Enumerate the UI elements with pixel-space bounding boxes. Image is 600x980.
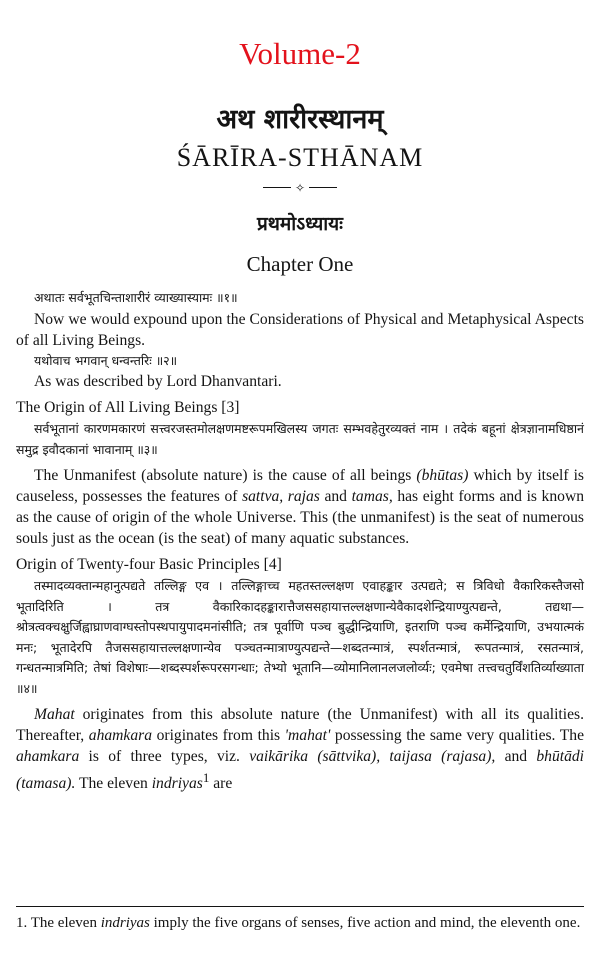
text-run: which by itself is causeless, possesses the features of <box>16 467 584 505</box>
italic-term: ahamkara <box>16 748 80 765</box>
ornament-rule-right <box>309 187 337 188</box>
italic-term: Mahat <box>34 706 75 723</box>
chapter-title-english: Chapter One <box>246 252 354 276</box>
ornament-divider <box>0 180 600 195</box>
section-heading-origin-of-beings: The Origin of All Living Beings [3] <box>16 399 240 416</box>
text-run: and <box>495 748 537 765</box>
text-run: The Unmanifest (absolute nature) is the cause of all beings <box>34 467 417 484</box>
text-run: is of three types, viz. <box>79 748 250 765</box>
verse-1-translation: Now we would expound upon the Considerations of Physical and Metaphysical Aspects of all Living Beings. <box>16 310 584 349</box>
italic-term: indriyas <box>100 915 150 931</box>
section-heading-twenty-four-principles: Origin of Twenty-four Basic Principles [4] <box>16 556 282 573</box>
verse-4-translation <box>16 704 584 794</box>
footnote-rule <box>16 906 584 907</box>
italic-term: (bhūtas) <box>416 467 469 484</box>
text-run: and <box>319 488 352 505</box>
section-title-sanskrit: अथ शारीरस्थानम् <box>216 104 384 135</box>
verse-3-translation <box>16 465 584 549</box>
italic-term: sattva, rajas <box>242 488 320 505</box>
chapter-title-sanskrit: प्रथमोऽध्यायः <box>256 213 344 235</box>
section-title-roman: ŚĀRĪRA-STHĀNAM <box>176 143 424 172</box>
text-run: possessing the same very qualities. The <box>330 727 584 744</box>
ornament-icon: ✧ <box>294 180 306 195</box>
verse-3-sanskrit: सर्वभूतानां कारणमकारणं सत्त्वरजस्तमोलक्षणमष्टरूपमखिलस्य जगतः सम्भवहेतुरव्यक्तं नाम । तदेकं बहूनां क्षेत्रज्ञानामधिष्ठानं समुद्र इवौदकानां भावानाम् ॥३॥ <box>16 421 584 457</box>
italic-term: ahamkara <box>88 727 153 744</box>
italic-term: tamas, <box>351 488 393 505</box>
text-run: The eleven <box>75 775 152 793</box>
verse-4-sanskrit: तस्मादव्यक्तान्महानुत्पद्यते तल्लिङ्ग एव । तल्लिङ्गाच्च महतस्तल्लक्षण एवाहङ्कार उत्पद्यते; स त्रिविधो वैकारिकस्तैजसो भूतादिरिति । तत्र वैकारिकादहङ्कारात्तैजससहायात्तल्लक्षणान्येवैकादशेन्द्रियाण्युत्पद्यन्ते, तद्यथा— श्रोत्रत्वक्चक्षुर्जिह्वाघ्राणवाग्घस्तोपस्थपायुपादमनांसीति; तत्र पूर्वाणि पञ्च बुद्धीन्द्रियाणि, इतराणि पञ्च कर्मेन्द्रियाणि, उभयात्मकं मनः; भूतादेरपि तैजससहायात्तल्लक्षणान्येव पञ्चतन्मात्राण्युत्पद्यन्ते—शब्दतन्मात्रं, स्पर्शतन्मात्रं, रूपतन्मात्रं, रसतन्मात्रं, गन्धतन्मात्रमिति; तेषां विशेषाः—शब्दस्पर्शरूपरसगन्धाः; तेभ्यो भूतानि—व्योमानिलानलजलोर्व्यः; एवमेषा तत्त्वचतुर्विंशतिर्व्याख्याता ॥४॥ <box>16 578 584 696</box>
text-run: 1. The eleven <box>16 915 101 931</box>
ornament-rule-left <box>263 187 291 188</box>
footnote-text <box>16 913 584 933</box>
italic-term: indriyas <box>151 775 203 793</box>
text-run: are <box>209 775 233 793</box>
text-run: imply the five organs of senses, five action and mind, the eleventh one. <box>149 915 581 931</box>
italic-term: 'mahat' <box>284 727 331 744</box>
footnote-marker: 1 <box>202 770 210 785</box>
text-run: originates from this absolute nature (the Unmanifest) with all its qualities. Thereafter, <box>16 706 584 744</box>
text-run: has eight forms and is known as the cause of origin of the whole Universe. This (the unmanifest) is the seat of numerous souls just as the ocean (is the seat) of many aquatic substances. <box>16 488 585 547</box>
footnote <box>16 906 584 933</box>
italic-term: bhūtādi (tamasa). <box>16 748 585 793</box>
text-run <box>308 748 317 765</box>
verse-2-translation: As was described by Lord Dhanvantari. <box>34 373 282 390</box>
italic-term: (sāttvika), taijasa (rajasa), <box>317 748 496 765</box>
text-run: originates from this <box>152 727 285 744</box>
italic-term: vaikārika <box>249 748 309 765</box>
verse-2-sanskrit: यथोवाच भगवान् धन्वन्तरिः ॥२॥ <box>34 352 178 368</box>
volume-title: Volume-2 <box>239 36 361 71</box>
page-body <box>16 288 584 794</box>
verse-1-sanskrit: अथातः सर्वभूतचिन्ताशारीरं व्याख्यास्यामः ॥१॥ <box>34 290 238 305</box>
